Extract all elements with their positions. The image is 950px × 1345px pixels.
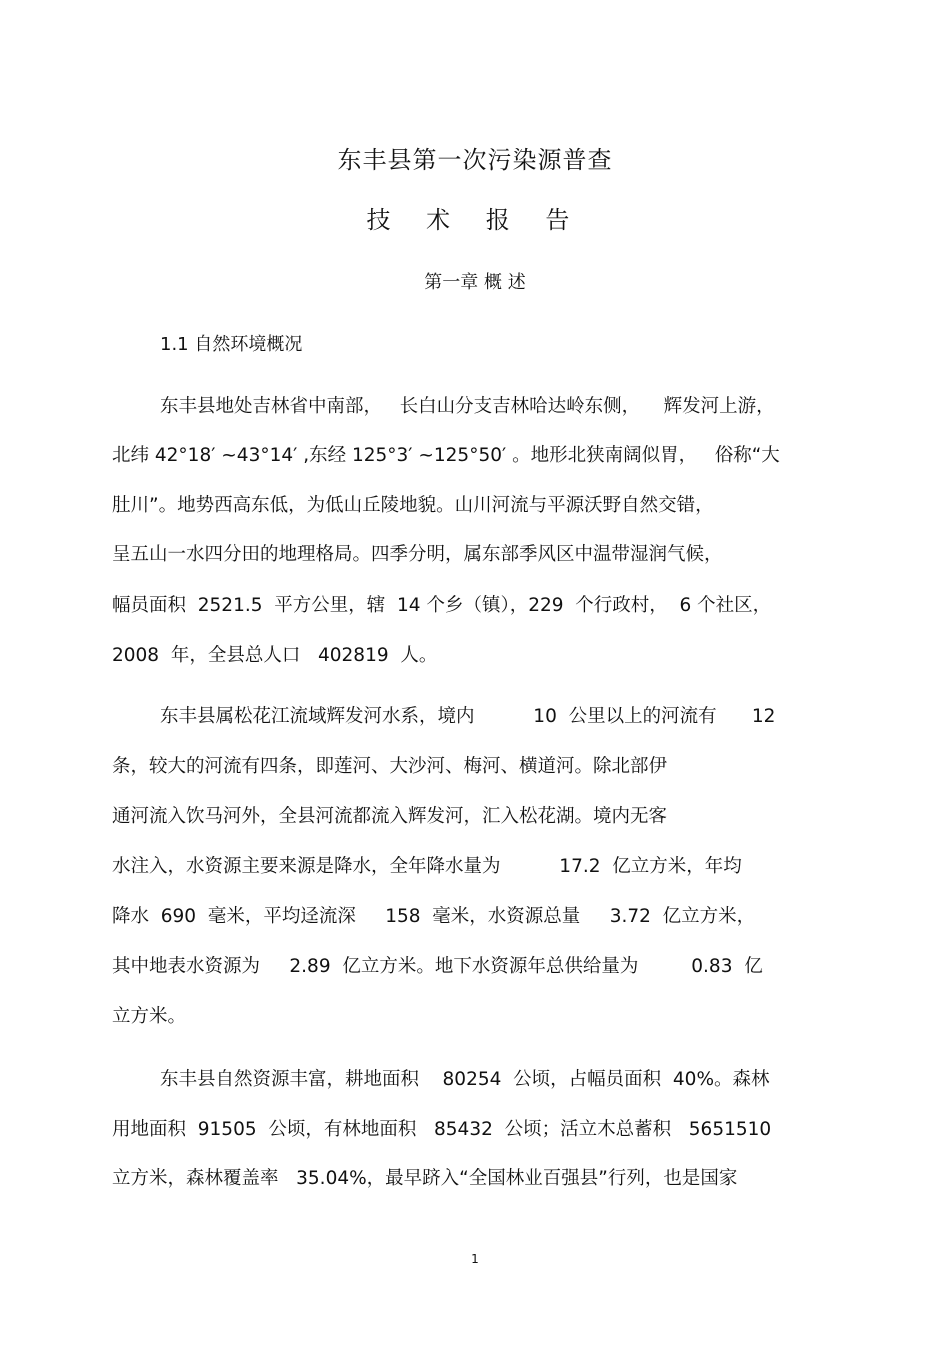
paragraph-line: 其中地表水资源为 2.89 亿立方米。地下水资源年总供给量为 0.83 亿: [112, 956, 763, 977]
paragraph-line: 2008 年，全县总人口 402819 人。: [112, 645, 438, 666]
paragraph-line: 肚川”。地势西高东低，为低山丘陵地貌。山川河流与平源沃野自然交错，: [112, 495, 714, 516]
section-heading: 1.1 自然环境概况: [160, 334, 303, 355]
paragraph-line: 北纬 42°18′ ~43°14′ ,东经 125°3′ ~125°50′ 。地形北狭南阔似胃， 俗称“大: [112, 445, 780, 466]
paragraph-line: 降水 690 毫米，平均迳流深 158 毫米，水资源总量 3.72 亿立方米，: [112, 906, 756, 927]
paragraph-line: 水注入，水资源主要来源是降水，全年降水量为 17.2 亿立方米，年均: [112, 856, 742, 877]
paragraph-line: 立方米，森林覆盖率 35.04%，最早跻入“全国林业百强县”行列，也是国家: [112, 1168, 738, 1189]
paragraph-line: 立方米。: [112, 1006, 187, 1027]
paragraph-line: 东丰县属松花江流域辉发河水系，境内 10 公里以上的河流有 12: [160, 706, 776, 727]
paragraph-line: 东丰县自然资源丰富，耕地面积 80254 公顷，占幅员面积 40%。森林: [160, 1069, 770, 1090]
paragraph-line: 条，较大的河流有四条，即莲河、大沙河、梅河、横道河。除北部伊: [112, 756, 668, 777]
chapter-heading: 第一章 概 述: [424, 272, 526, 293]
report-subtitle: 技 术 报 告: [366, 206, 584, 234]
page-number: 1: [471, 1252, 479, 1266]
report-title: 东丰县第一次污染源普查: [337, 146, 613, 174]
paragraph-line: 通河流入饮马河外，全县河流都流入辉发河，汇入松花湖。境内无客: [112, 806, 668, 827]
paragraph-line: 用地面积 91505 公顷，有林地面积 85432 公顷；活立木总蓄积 5651510: [112, 1119, 772, 1140]
paragraph-line: 东丰县地处吉林省中南部， 长白山分支吉林哈达岭东侧， 辉发河上游，: [160, 396, 775, 417]
paragraph-line: 幅员面积 2521.5 平方公里，辖 14 个乡（镇），229 个行政村， 6 个社区，: [112, 595, 772, 616]
paragraph-line: 呈五山一水四分田的地理格局。四季分明，属东部季风区中温带湿润气候，: [112, 544, 723, 565]
